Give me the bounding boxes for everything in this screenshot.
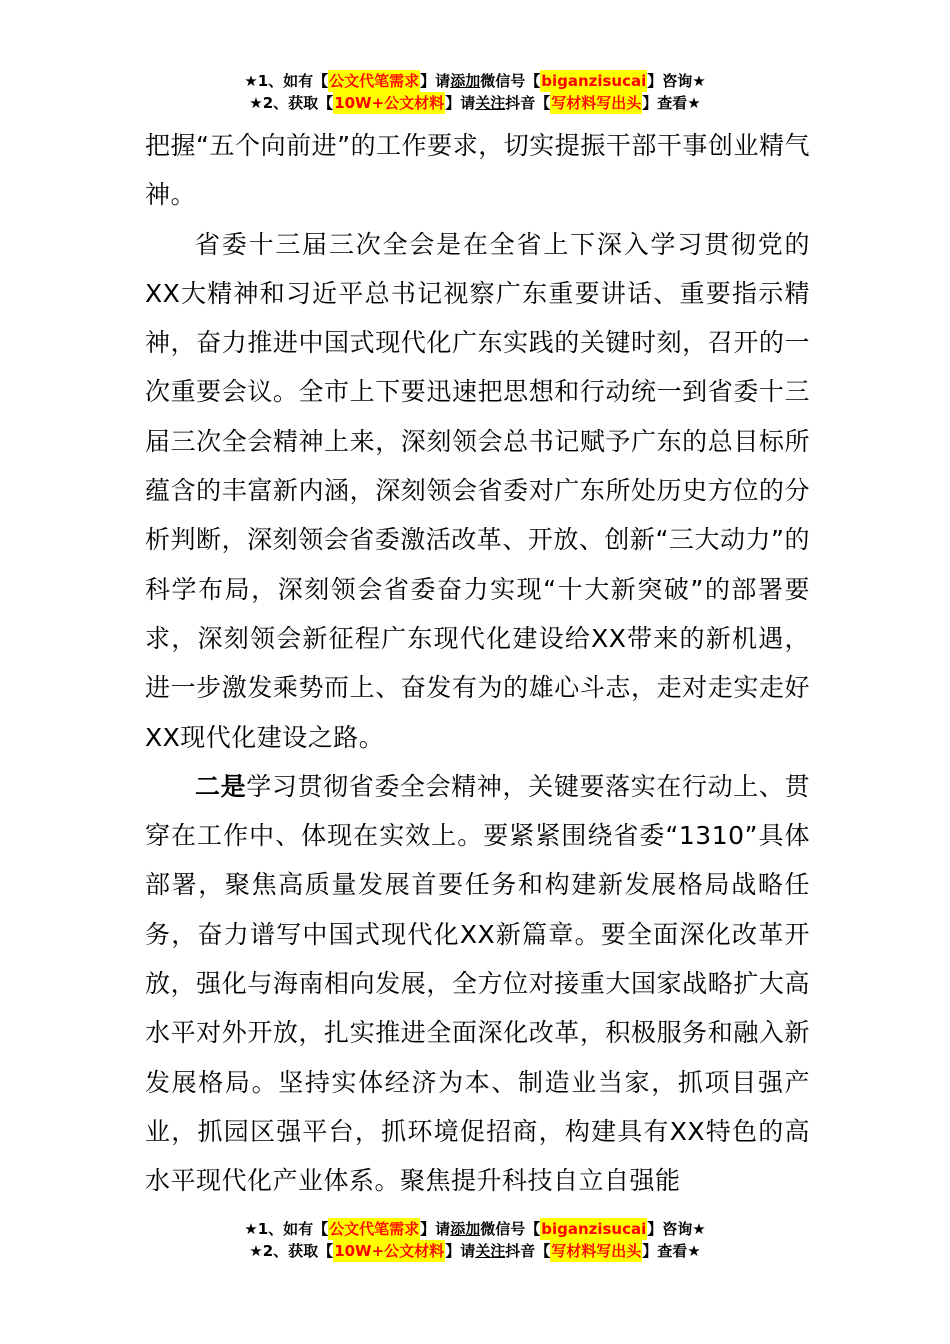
banner-underlined-text: 关注	[475, 94, 506, 112]
banner-highlight: biganzisucai	[541, 72, 647, 90]
banner-highlight: 公文代笔需求	[329, 72, 420, 90]
header-banner-line-1	[0, 70, 950, 92]
banner-text: ★1、如有【	[244, 1220, 329, 1238]
banner-underlined-text: 添加	[450, 72, 481, 90]
footer-banner-line-2	[0, 1240, 950, 1262]
banner-text: 】咨询★	[647, 1220, 706, 1238]
banner-text: 抖音【	[505, 94, 551, 112]
banner-text: 】咨询★	[647, 72, 706, 90]
banner-text: 】请	[445, 94, 476, 112]
banner-text: 微信号【	[480, 1220, 541, 1238]
document-body	[145, 121, 810, 1206]
paragraph-3-text: 学习贯彻省委全会精神，关键要落实在行动上、贯穿在工作中、体现在实效上。要紧紧围绕省委“1310”具体部署，聚焦高质量发展首要任务和构建新发展格局战略任务，奋力谱写中国式现代化XX新篇章。要全面深化改革开放，强化与海南相向发展，全方位对接重大国家战略扩大高水平对外开放，扎实推进全面深化改革，积极服务和融入新发展格局。坚持实体经济为本、制造业当家，抓项目强产业，抓园区强平台，抓环境促招商，构建具有XX特色的高水平现代化产业体系。聚焦提升科技自立自强能	[145, 771, 810, 1196]
banner-highlight: 写材料写出头	[551, 1242, 642, 1260]
banner-text: 】请	[420, 1220, 451, 1238]
banner-text: 】查看★	[642, 94, 701, 112]
banner-text: 抖音【	[505, 1242, 551, 1260]
header-banner-line-2	[0, 92, 950, 114]
banner-text: ★1、如有【	[244, 72, 329, 90]
footer-banner	[0, 1218, 950, 1262]
header-banner	[0, 70, 950, 114]
banner-highlight: biganzisucai	[541, 1220, 647, 1238]
paragraph-3	[145, 762, 810, 1206]
paragraph-lead: 二是	[195, 771, 247, 801]
banner-text: 】查看★	[642, 1242, 701, 1260]
banner-underlined-text: 添加	[450, 1220, 481, 1238]
paragraph-1: 把握“五个向前进”的工作要求，切实提振干部干事创业精气神。	[145, 131, 810, 210]
paragraph-2: 省委十三届三次全会是在全省上下深入学习贯彻党的XX大精神和习近平总书记视察广东重要讲话、重要指示精神，奋力推进中国式现代化广东实践的关键时刻，召开的一次重要会议。全市上下要迅速把思想和行动统一到省委十三届三次全会精神上来，深刻领会总书记赋予广东的总目标所蕴含的丰富新内涵，深刻领会省委对广东所处历史方位的分析判断，深刻领会省委激活改革、开放、创新“三大动力”的科学布局，深刻领会省委奋力实现“十大新突破”的部署要求，深刻领会新征程广东现代化建设给XX带来的新机遇，进一步激发乘势而上、奋发有为的雄心斗志，走对走实走好XX现代化建设之路。	[145, 229, 810, 752]
banner-highlight: 写材料写出头	[551, 94, 642, 112]
banner-text: ★2、获取【	[249, 1242, 334, 1260]
banner-highlight: 10W+公文材料	[334, 1242, 445, 1260]
banner-text: 微信号【	[480, 72, 541, 90]
banner-highlight: 公文代笔需求	[329, 1220, 420, 1238]
banner-text: ★2、获取【	[249, 94, 334, 112]
footer-banner-line-1	[0, 1218, 950, 1240]
banner-underlined-text: 关注	[475, 1242, 506, 1260]
banner-text: 】请	[445, 1242, 476, 1260]
banner-text: 】请	[420, 72, 451, 90]
banner-highlight: 10W+公文材料	[334, 94, 445, 112]
